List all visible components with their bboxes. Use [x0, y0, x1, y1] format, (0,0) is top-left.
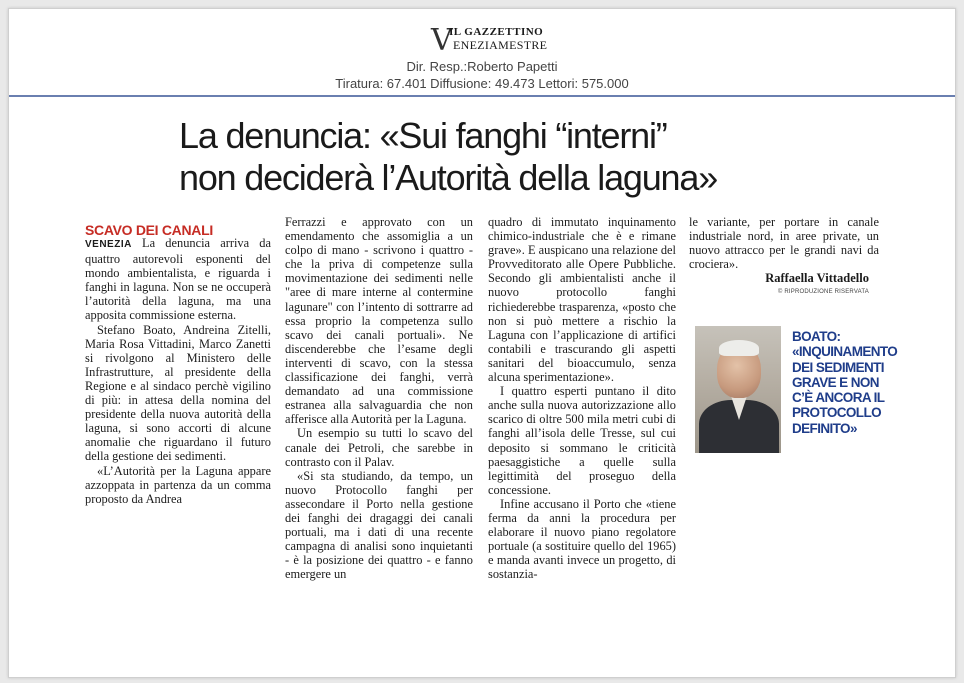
logo-edition: ENEZIAMESTRE	[453, 38, 548, 52]
article-column-3	[488, 215, 676, 581]
header-divider	[9, 95, 955, 97]
headline-line-2: non deciderà l’Autorità della laguna»	[179, 157, 718, 198]
photo-hair	[719, 340, 759, 356]
article-column-4	[689, 215, 879, 271]
paragraph: Infine accusano il Porto che «tiene ferma da anni la procedura per elaborare il nuovo piano regolatore portuale (a sostituire quello del 1965) e manda avanti invece un progetto, di sostanzia-	[488, 496, 676, 582]
article-headline	[179, 115, 799, 199]
clipping-page	[8, 8, 956, 678]
headline-line-1: La denuncia: «Sui fanghi “interni”	[179, 115, 667, 156]
article-column-1	[85, 236, 271, 506]
paragraph: «Si sta studiando, da tempo, un nuovo Protocollo fanghi per assecondare il Porto nella gestione dei fanghi dei dragaggi dei canali portuali, ma i dati di una recente campagna di analisi sono inquietanti - è la posizione dei quattro - e fanno emergere un	[285, 468, 473, 582]
paragraph: «L’Autorità per la Laguna appare azzoppata in partenza da un comma proposto da Andrea	[85, 463, 271, 506]
portrait-photo	[695, 326, 781, 453]
director-line: Dir. Resp.:Roberto Papetti	[406, 59, 558, 74]
copyright-note: © RIPRODUZIONE RISERVATA	[777, 289, 869, 295]
paragraph: Ferrazzi e approvato con un emendamento che assomiglia a un colpo di mano - scrivono i quattro - che la priva di competenze sulla movimentazione dei sedimenti nelle "aree di mare interne al contermine lagunare" con l’intento di sottrarre ad essa proprio la competenza sullo scavo dei canali portuali». Ne discenderebbe che l’esame degli interventi di scavo, con la stessa classificazione dei fanghi, verrà demandato ad una commissione estranea alla salvaguardia che non afferisce alla Autorità per la Laguna.	[285, 215, 473, 427]
paragraph-text: La denuncia arriva da quattro autorevoli esponenti del mondo ambientalista, e riguarda i fanghi in laguna. Non se ne occuperà l’autorità della laguna, ma una apposita commissione esterna.	[85, 236, 271, 323]
circulation-line: Tiratura: 67.401 Diffusione: 49.473 Lettori: 575.000	[335, 76, 629, 91]
dateline: VENEZIA	[85, 239, 132, 250]
paragraph: quadro di immutato inquinamento chimico-industriale che è e rimane grave». E auspicano una relazione del Provveditorato alle Opere Pubbliche. Secondo gli ambientalisti anche il nuovo protocollo fanghi richiederebbe trasparenza, «posto che non si può mettere a rischio la Laguna con l’applicazione di artifici contabili e trascurando gli aspetti sanitari del bioaccumulo, senza alcuna sperimentazione».	[488, 215, 676, 385]
pull-quote: BOATO: «INQUINAMENTO DEI SEDIMENTI GRAVE E NON C’È ANCORA IL PROTOCOLLO DEFINITO»	[792, 329, 898, 436]
logo-title: IL GAZZETTINO	[449, 26, 544, 38]
logo-letter: V	[431, 23, 453, 58]
article-column-2	[285, 215, 473, 581]
section-label: SCAVO DEI CANALI	[85, 222, 213, 238]
paragraph: Stefano Boato, Andreina Zitelli, Maria Rosa Vittadini, Marco Zanetti si rivolgono al Ministero delle Infrastrutture, al presidente della Regione e al sindaco perchè vigilino di più: in attesa della nomina del presidente della nuova autorità della laguna, si sono accorti di alcune anomalie che riguardano il futuro della gestione dei sedimenti.	[85, 322, 271, 464]
paragraph: le variante, per portare in canale industriale nord, in aree private, un nuovo attracco per le grandi navi da crociera».	[689, 215, 879, 272]
paragraph: I quattro esperti puntano il dito anche sulla nuova autorizzazione allo scarico di oltre 500 mila metri cubi di fanghi all’isola delle Tresse, sul cui deposito si sommano le criticità paesaggistiche a quelle sulla legittimità del proseguo della concessione.	[488, 384, 676, 497]
byline: Raffaella Vittadello	[765, 271, 869, 285]
masthead	[9, 9, 955, 95]
paragraph	[85, 236, 271, 323]
paragraph: Un esempio su tutti lo scavo del canale dei Petroli, che sarebbe in contrasto con il Palav.	[285, 426, 473, 469]
